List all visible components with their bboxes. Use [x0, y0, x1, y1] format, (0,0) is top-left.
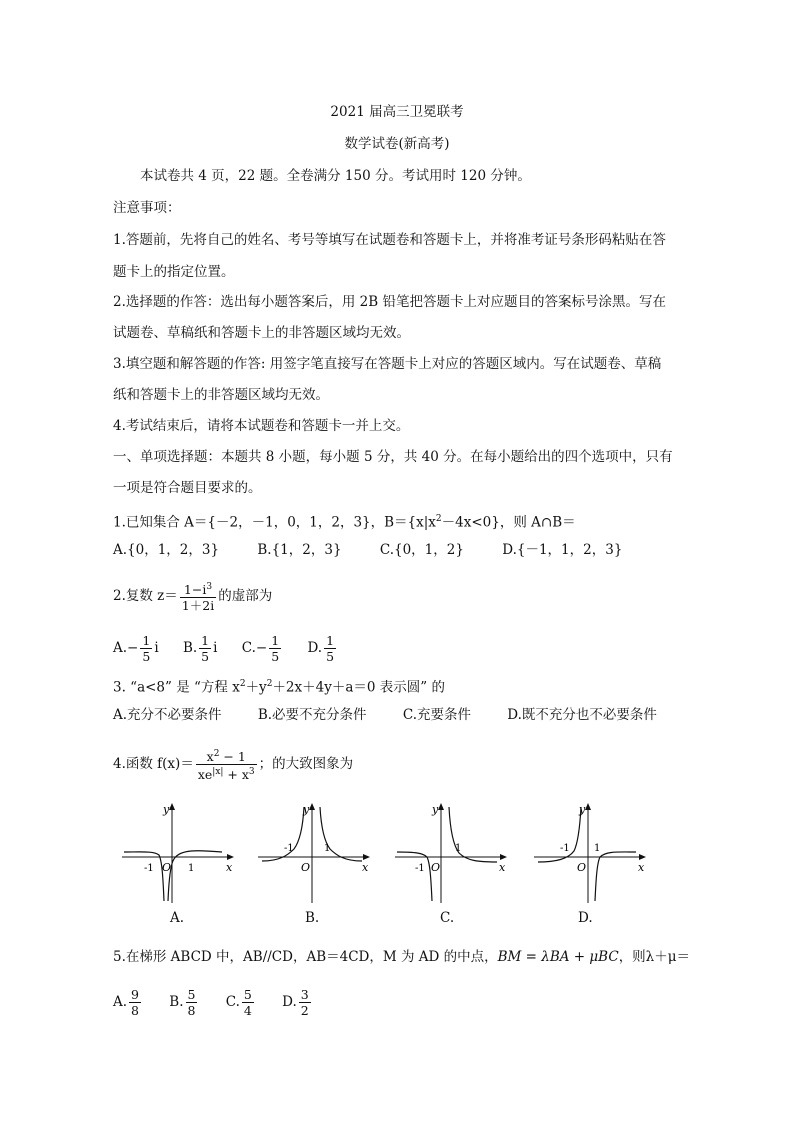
- graph-label-a: A.: [170, 910, 185, 926]
- y-axis-arrow: [585, 803, 591, 810]
- y-label: y: [163, 803, 170, 816]
- exam-title: 2021 届高三卫冕联考: [330, 104, 464, 120]
- graph-c[interactable]: [391, 797, 511, 907]
- y-axis-arrow: [438, 803, 444, 810]
- y-label: y: [432, 803, 439, 816]
- x-label: x: [362, 861, 369, 874]
- x-label: x: [499, 861, 506, 874]
- option-c[interactable]: C.充要条件: [402, 707, 471, 723]
- curve-left: [397, 852, 432, 901]
- section-heading-cont: 一项是符合题目要求的。: [113, 480, 262, 496]
- y-axis-arrow: [169, 803, 175, 810]
- graph-label-d: D.: [578, 910, 593, 926]
- exam-subtitle: 数学试卷(新高考): [344, 136, 450, 152]
- curve-left: [124, 852, 164, 901]
- tick-neg-1: -1: [284, 843, 294, 854]
- option-c[interactable]: C.− $\frac{1}{5}$: [241, 633, 280, 664]
- tick-pos-1: 1: [455, 843, 462, 854]
- tick-pos-1: 1: [188, 863, 195, 874]
- question-1-options: [113, 542, 638, 558]
- x-label: x: [226, 861, 233, 874]
- question-2-stem: 2.复数 z＝ $\frac{1-i^3}{1+2i}$ 的虚部为: [113, 581, 273, 614]
- note-line: 4.考试结束后，请将本试题卷和答题卡一并上交。: [113, 418, 410, 434]
- option-a[interactable]: A. $\frac{9}{8}$: [113, 987, 139, 1018]
- option-d[interactable]: D.{－1，1，2，3}: [502, 542, 623, 558]
- question-1-stem: 1.已知集合 A＝{－2，－1，0，1，2，3}，$B=\{x|x^2-4x<0\}$，则 A∩B＝: [113, 514, 576, 531]
- origin-label: O: [162, 861, 172, 874]
- option-a[interactable]: A.充分不必要条件: [113, 707, 222, 723]
- graph-label-b: B.: [305, 910, 320, 926]
- section-heading: 一、单项选择题：本题共 8 小题，每小题 5 分，共 40 分。在每小题给出的四个选项中，只有: [113, 449, 673, 465]
- question-2-options: [113, 628, 354, 668]
- x-axis-arrow: [500, 854, 507, 860]
- graph-label-c: C.: [440, 910, 455, 926]
- option-b[interactable]: B. $\frac{1}{5}$ i: [182, 633, 218, 664]
- question-3-stem: 3. “a<8” 是 “方程 $x^2+y^2+2x+4y+a=0$ 表示圆” 的: [113, 679, 445, 696]
- vector-equation: BM = λBA + μBC: [497, 949, 619, 965]
- option-b[interactable]: B.必要不充分条件: [257, 707, 367, 723]
- fraction: $\frac{x^2 - 1}{xe^{|x|} + x^3}$: [197, 748, 255, 783]
- note-line: 1.答题前，先将自己的姓名、考号等填写在试题卷和答题卡上，并将准考证号条形码粘贴在答: [113, 232, 666, 248]
- option-b[interactable]: B. $\frac{5}{8}$: [169, 987, 196, 1018]
- question-5-stem: 5.在梯形 ABCD 中，AB//CD，AB＝4CD，M 为 AD 的中点，BM = λBA + μBC，则λ＋μ＝: [113, 949, 691, 965]
- option-b[interactable]: B.{1，2，3}: [257, 542, 342, 558]
- question-5-options: [113, 982, 329, 1022]
- graph-a[interactable]: [118, 797, 238, 907]
- question-4-stem: 4.函数 f(x)＝ $\frac{x^2 - 1}{xe^{|x|} + x^3}$ ；的大致图象为: [113, 748, 354, 783]
- y-label: y: [579, 803, 586, 816]
- fraction: $\frac{1-i^3}{1+2i}$: [181, 581, 215, 614]
- tick-pos-1: 1: [324, 843, 331, 854]
- origin-label: O: [301, 861, 311, 874]
- tick-neg-1: -1: [144, 863, 154, 874]
- y-label: y: [303, 803, 310, 816]
- graph-d[interactable]: [530, 797, 650, 907]
- origin-label: O: [577, 861, 587, 874]
- y-axis-arrow: [309, 803, 315, 810]
- graph-b[interactable]: [254, 797, 374, 907]
- note-line: 2.选择题的作答：选出每小题答案后，用 2B 铅笔把答题卡上对应题目的答案标号涂黑。写在: [113, 294, 666, 310]
- note-line: 试题卷、草稿纸和答题卡上的非答题区域均无效。: [113, 325, 410, 341]
- curve-right: [595, 852, 636, 901]
- option-d[interactable]: D. $\frac{1}{5}$: [307, 633, 335, 664]
- x-label: x: [638, 861, 645, 874]
- tick-neg-1: -1: [560, 843, 570, 854]
- x-axis-arrow: [363, 854, 370, 860]
- exam-intro: 本试卷共 4 页，22 题。全卷满分 150 分。考试用时 120 分钟。: [140, 168, 531, 184]
- note-line: 3.填空题和解答题的作答: 用签字笔直接写在答题卡上对应的答题区域内。写在试题卷、草稿: [113, 356, 662, 372]
- origin-label: O: [431, 861, 441, 874]
- tick-neg-1: -1: [415, 863, 425, 874]
- tick-pos-1: 1: [594, 843, 601, 854]
- option-a[interactable]: A.{0，1，2，3}: [113, 542, 220, 558]
- option-d[interactable]: D.既不充分也不必要条件: [507, 707, 657, 723]
- x-axis-arrow: [639, 854, 646, 860]
- note-line: 题卡上的指定位置。: [113, 264, 235, 280]
- option-d[interactable]: D. $\frac{3}{2}$: [282, 987, 309, 1018]
- notes-heading: 注意事项：: [113, 200, 181, 216]
- option-a[interactable]: A.− $\frac{1}{5}$ i: [113, 633, 159, 664]
- option-c[interactable]: C.{0，1，2}: [379, 542, 464, 558]
- x-axis-arrow: [227, 854, 234, 860]
- option-c[interactable]: C. $\frac{5}{4}$: [225, 987, 252, 1018]
- question-3-options: [113, 707, 673, 723]
- note-line: 纸和答题卡上的非答题区域均无效。: [113, 387, 329, 403]
- curve-right: [168, 851, 222, 901]
- curve-left: [262, 807, 304, 861]
